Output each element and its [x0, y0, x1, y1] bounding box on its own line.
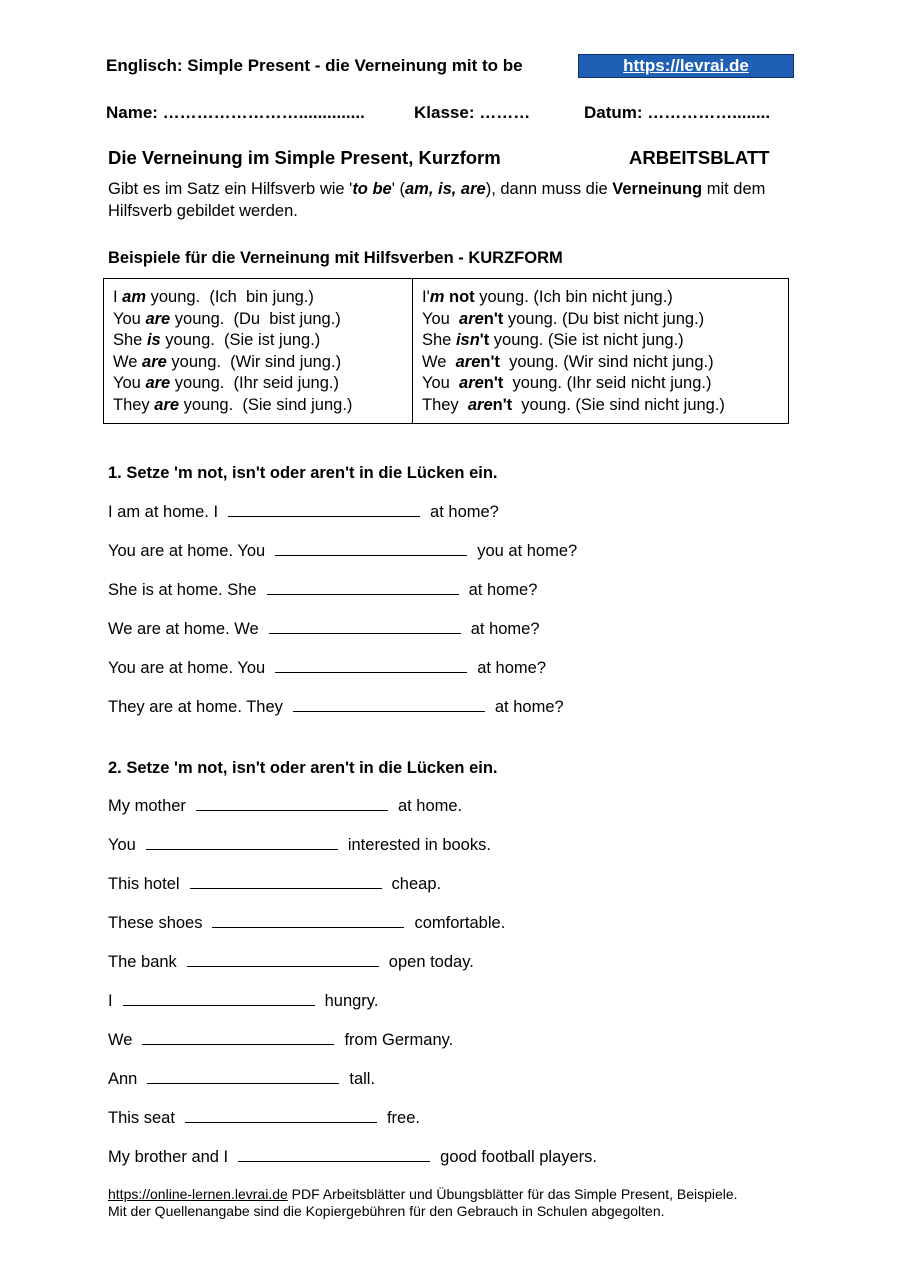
sentence-text: You are at home. You: [108, 542, 266, 560]
exercise-item: [108, 835, 491, 855]
sentence-text: interested in books.: [347, 836, 491, 854]
sentence-text: from Germany.: [344, 1031, 454, 1049]
exercise-item: [108, 1030, 453, 1050]
example-line: They aren't young. (Sie sind nicht jung.): [422, 395, 725, 414]
answer-blank[interactable]: [185, 1108, 377, 1123]
answer-blank[interactable]: [196, 796, 388, 811]
exercise-item: [108, 697, 564, 717]
sentence-text: My mother: [108, 797, 186, 815]
answer-blank[interactable]: [275, 541, 467, 556]
exercise-item: [108, 619, 540, 639]
exercise-item: [108, 913, 505, 933]
worksheet-title: Englisch: Simple Present - die Verneinung mit to be: [106, 56, 523, 75]
sentence-text: at home?: [470, 620, 540, 638]
answer-blank[interactable]: [228, 502, 420, 517]
affirmative-examples: [104, 279, 413, 423]
exercise-item: [108, 1108, 420, 1128]
example-line: They are young. (Sie sind jung.): [113, 395, 353, 414]
negative-examples: [413, 279, 788, 423]
example-line: She isn't young. (Sie ist nicht jung.): [422, 331, 684, 350]
answer-blank[interactable]: [142, 1030, 334, 1045]
footer-link[interactable]: https://online-lernen.levrai.de: [108, 1186, 288, 1202]
sentence-text: This hotel: [108, 875, 180, 893]
exercise-item: [108, 796, 462, 816]
sentence-text: good football players.: [440, 1148, 597, 1166]
sentence-text: open today.: [388, 953, 474, 971]
example-line: We aren't young. (Wir sind nicht jung.): [422, 352, 714, 371]
answer-blank[interactable]: [123, 991, 315, 1006]
sentence-text: free.: [386, 1109, 420, 1127]
answer-blank[interactable]: [269, 619, 461, 634]
site-link[interactable]: https://levrai.de: [578, 54, 794, 78]
sentence-text: I: [108, 992, 113, 1010]
sheet-label: ARBEITSBLATT: [629, 147, 770, 168]
exercise-item: [108, 658, 546, 678]
example-line: I am young. (Ich bin jung.): [113, 288, 314, 306]
sentence-text: You: [108, 836, 136, 854]
exercise-item: [108, 1069, 375, 1089]
sentence-text: at home?: [477, 659, 546, 677]
sentence-text: at home.: [397, 797, 463, 815]
sentence-text: comfortable.: [414, 914, 506, 932]
exercise-item: [108, 541, 577, 561]
section-title: Die Verneinung im Simple Present, Kurzform: [108, 147, 501, 168]
sentence-text: My brother and I: [108, 1148, 229, 1166]
example-line: You are young. (Ihr seid jung.): [113, 374, 339, 393]
exercise2-heading: 2. Setze 'm not, isn't oder aren't in die Lücken ein.: [108, 759, 498, 777]
sentence-text: She is at home. She: [108, 581, 257, 599]
exercise-item: [108, 952, 474, 972]
exercise-item: [108, 580, 537, 600]
example-line: We are young. (Wir sind jung.): [113, 352, 342, 371]
answer-blank[interactable]: [147, 1069, 339, 1084]
sentence-text: The bank: [108, 953, 177, 971]
answer-blank[interactable]: [190, 874, 382, 889]
sentence-text: Ann: [108, 1070, 138, 1088]
sentence-text: hungry.: [324, 992, 379, 1010]
name-field[interactable]: Name: ……………………..............: [106, 103, 365, 122]
example-line: You are young. (Du bist jung.): [113, 309, 341, 328]
exercise-item: [108, 874, 441, 894]
sentence-text: you at home?: [477, 542, 578, 560]
answer-blank[interactable]: [267, 580, 459, 595]
sentence-text: I am at home. I: [108, 503, 219, 521]
sentence-text: We are at home. We: [108, 620, 259, 638]
exercise1-heading: 1. Setze 'm not, isn't oder aren't in die Lücken ein.: [108, 464, 498, 482]
example-line: She is young. (Sie ist jung.): [113, 331, 321, 350]
answer-blank[interactable]: [187, 952, 379, 967]
sentence-text: at home?: [468, 581, 538, 599]
answer-blank[interactable]: [275, 658, 467, 673]
sentence-text: These shoes: [108, 914, 203, 932]
exercise-item: [108, 502, 499, 522]
sentence-text: at home?: [494, 698, 564, 716]
sentence-text: at home?: [430, 503, 499, 521]
sentence-text: tall.: [349, 1070, 376, 1088]
example-line: You aren't young. (Du bist nicht jung.): [422, 309, 705, 328]
footer: https://online-lernen.levrai.de PDF Arbeitsblätter und Übungsblätter für das Simple Present, Beispiele. Mit der Quellenangabe sind die Kopiergebühren für den Gebrauch in Schulen abgegolten.: [108, 1186, 738, 1219]
intro-text: Gibt es im Satz ein Hilfsverb wie 'to be' (am, is, are), dann muss die Verneinung mit dem Hilfsverb gebildet werden.: [108, 180, 766, 220]
example-line: You aren't young. (Ihr seid nicht jung.): [422, 374, 712, 393]
answer-blank[interactable]: [146, 835, 338, 850]
sentence-text: We: [108, 1031, 133, 1049]
class-field[interactable]: Klasse: ………: [414, 103, 531, 122]
sentence-text: They are at home. They: [108, 698, 283, 716]
answer-blank[interactable]: [293, 697, 485, 712]
answer-blank[interactable]: [212, 913, 404, 928]
examples-table: [103, 278, 789, 424]
examples-heading: Beispiele für die Verneinung mit Hilfsverben - KURZFORM: [108, 249, 563, 267]
sentence-text: You are at home. You: [108, 659, 266, 677]
example-line: I'm not young. (Ich bin nicht jung.): [422, 288, 673, 306]
date-field[interactable]: Datum: ……………........: [584, 103, 771, 122]
answer-blank[interactable]: [238, 1147, 430, 1162]
exercise-item: [108, 1147, 597, 1167]
exercise-item: [108, 991, 378, 1011]
sentence-text: cheap.: [391, 875, 442, 893]
sentence-text: This seat: [108, 1109, 175, 1127]
